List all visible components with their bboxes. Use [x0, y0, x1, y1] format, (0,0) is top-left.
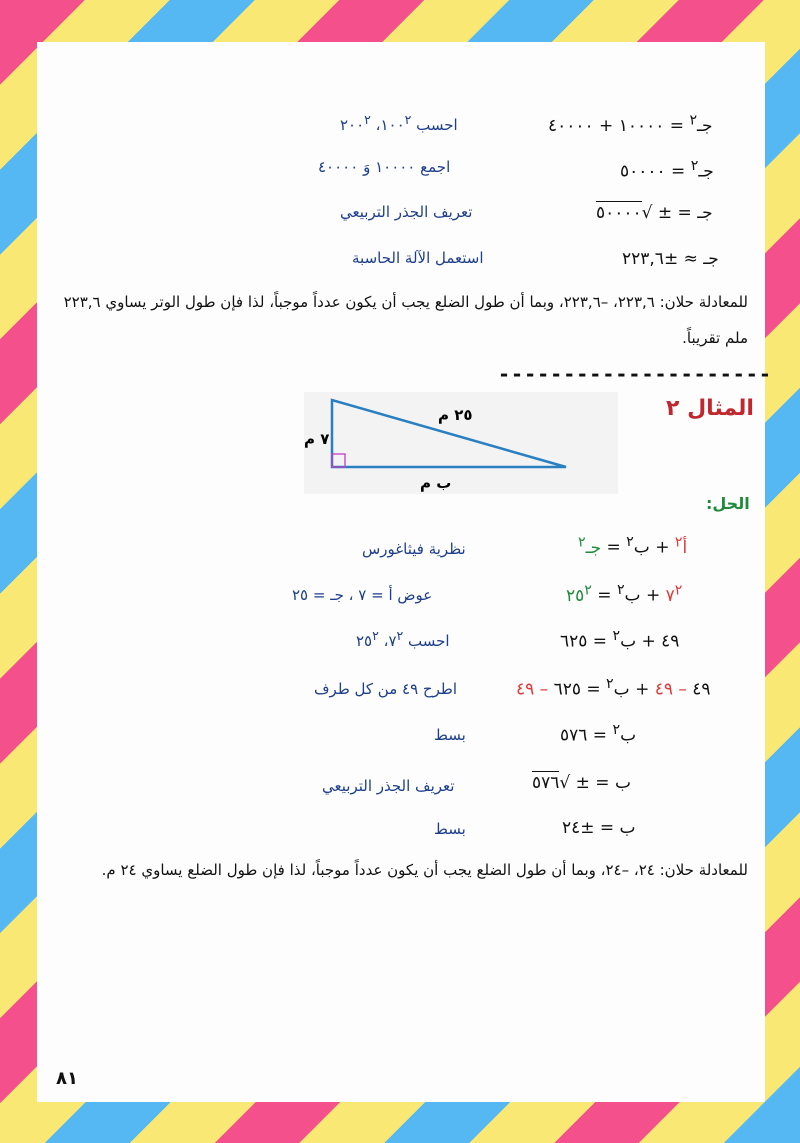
- page-number: ٨١: [56, 1068, 78, 1089]
- equation-7: ٤٩ + ب$^٢$ = ٦٢٥: [560, 628, 680, 652]
- equation-4: جـ ≈ ±٢٢٣,٦: [622, 249, 719, 269]
- note-2: اجمع ١٠٠٠٠ وَ ٤٠٠٠٠: [318, 158, 451, 176]
- equation-8: ٤٩ – ٤٩ + ب$^٢$ = ٦٢٥ – ٤٩: [516, 676, 711, 700]
- base-side-label: ب م: [420, 474, 452, 492]
- equation-11: ب = ±٢٤: [562, 818, 636, 838]
- equation-9: ب$^٢$ = ٥٧٦: [560, 722, 637, 746]
- equation-10: ب = ± √٥٧٦: [532, 773, 631, 793]
- note-6: عوض أ = ٧ ، جـ = ٢٥: [292, 586, 433, 604]
- note-10: تعريف الجذر التربيعي: [322, 777, 455, 795]
- note-4: استعمل الآلة الحاسبة: [352, 249, 484, 267]
- conclusion-1: للمعادلة حلان: ٢٢٣,٦، –٢٢٣,٦، وبما أن طول الضلع يجب أن يكون عدداً موجباً، لذا فإن طول الوتر يساوي ٢٢٣,٦ ملم تقريباً.: [63, 293, 748, 347]
- equation-1: جـ$^٢$ = ١٠٠٠٠ + ٤٠٠٠٠: [548, 112, 713, 136]
- note-1: احسب $١٠٠^٢،$ $٢٠٠^٢$: [340, 112, 458, 134]
- page: [37, 42, 765, 1102]
- conclusion-2: للمعادلة حلان: ٢٤، –٢٤، وبما أن طول الضلع يجب أن يكون عدداً موجباً، لذا فإن طول الضلع يساوي ٢٤ م.: [101, 861, 748, 879]
- equation-5: أ$^٢$ + ب$^٢$ = جـ$^٢$: [578, 534, 688, 558]
- example-title: المثال ٢: [666, 396, 754, 421]
- vertical-side-label: ٧ م: [304, 430, 330, 448]
- separator: ---------------------: [498, 362, 772, 386]
- equation-2: جـ$^٢$ = ٥٠٠٠٠: [620, 158, 714, 182]
- note-11: بسط: [434, 820, 466, 838]
- note-9: بسط: [434, 726, 466, 744]
- note-5: نظرية فيثاغورس: [362, 540, 466, 558]
- right-angle-marker: [332, 454, 345, 467]
- equation-6: $٧^٢$ + ب$^٢$ = $٢٥^٢$: [566, 582, 683, 606]
- note-7: احسب $٧^٢،$ $٢٥^٢$: [356, 628, 450, 650]
- solution-label: الحل:: [706, 494, 750, 513]
- equation-3: جـ = ± √٥٠٠٠٠: [596, 203, 713, 223]
- note-8: اطرح ٤٩ من كل طرف: [314, 680, 457, 698]
- hypotenuse-label: ٢٥ م: [438, 406, 473, 424]
- note-3: تعريف الجذر التربيعي: [340, 203, 473, 221]
